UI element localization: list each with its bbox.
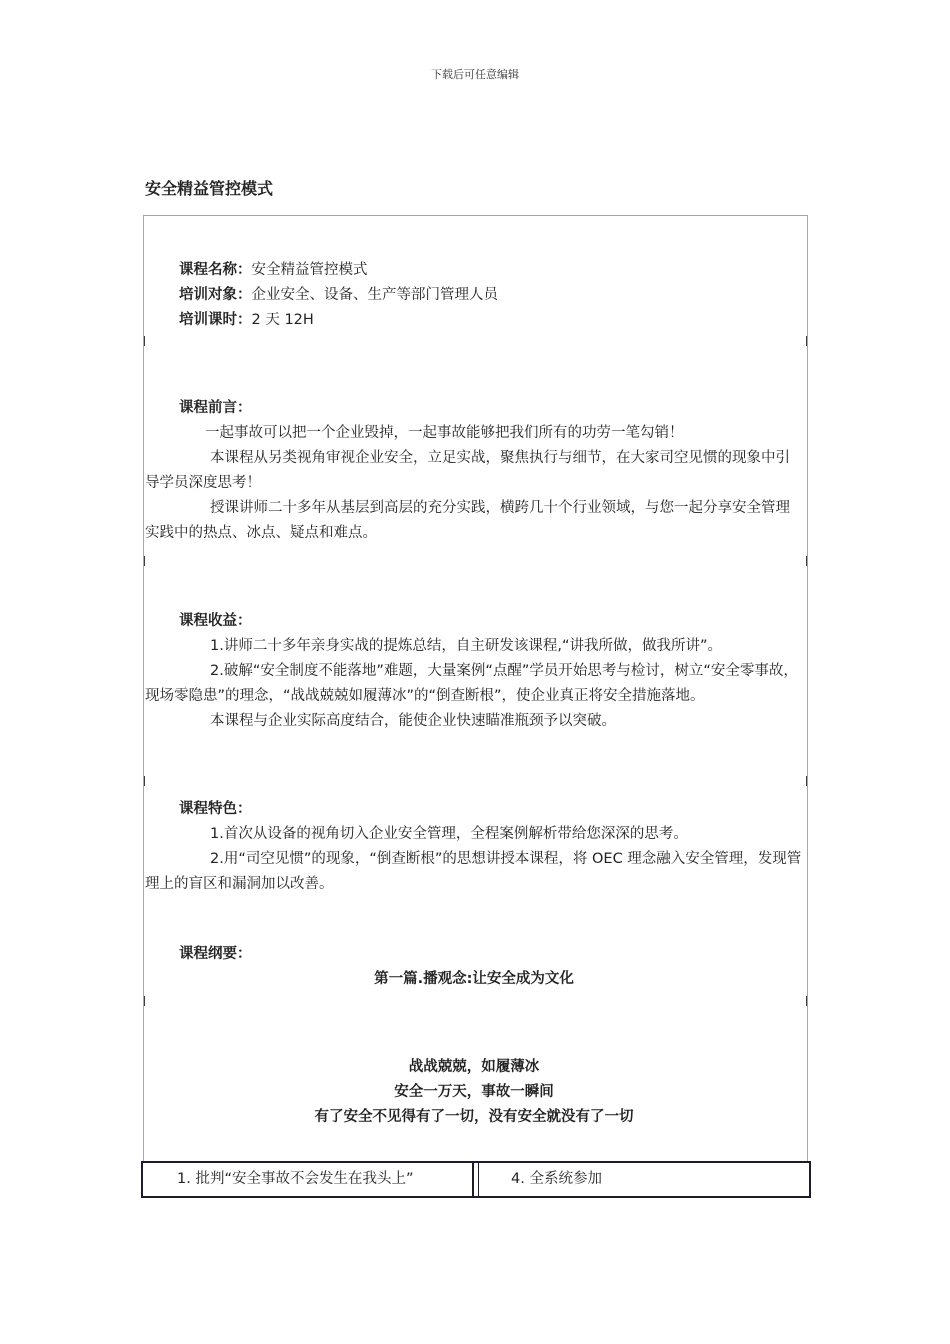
table-cell-right: 4. 全系统参加 bbox=[478, 1163, 809, 1196]
benefits-paragraph: 1.讲师二十多年亲身实战的提炼总结，自主研发该课程,“讲我所做，做我所讲”。 bbox=[210, 638, 722, 654]
slogan: 有了安全不见得有了一切，没有安全就没有了一切 bbox=[314, 1109, 634, 1125]
document-title: 安全精益管控模式 bbox=[145, 179, 274, 198]
preface-heading: 课程前言： bbox=[179, 400, 252, 416]
outline-table bbox=[141, 1161, 811, 1198]
download-note: 下载后可任意编辑 bbox=[431, 68, 519, 81]
outline-heading: 课程纲要： bbox=[179, 946, 252, 962]
audience-label: 培训对象： bbox=[179, 287, 252, 303]
margin-mark bbox=[806, 556, 807, 566]
benefits-paragraph: 本课程与企业实际高度结合，能使企业快速瞄准瓶颈予以突破。 bbox=[210, 713, 616, 729]
preface-paragraph: 一起事故可以把一个企业毁掉，一起事故能够把我们所有的功劳一笔勾销！ bbox=[205, 425, 684, 441]
hours-value: 2 天 12H bbox=[251, 312, 314, 328]
benefits-paragraph: 2.破解“安全制度不能落地”难题，大量案例“点醒”学员开始思考与检讨，树立“安全零事故，现场零隐患”的理念，“战战兢兢如履薄冰”的“倒查断根”，使企业真正将安全措施落地。 bbox=[145, 663, 798, 704]
hours-row bbox=[145, 308, 803, 333]
audience-row bbox=[145, 283, 803, 308]
course-name-label: 课程名称： bbox=[179, 262, 252, 278]
course-name-row bbox=[145, 258, 803, 283]
benefits-heading: 课程收益： bbox=[179, 613, 252, 629]
features-heading: 课程特色： bbox=[179, 801, 252, 817]
preface-paragraph: 授课讲师二十多年从基层到高层的充分实践，横跨几十个行业领域，与您一起分享安全管理实践中的热点、冰点、疑点和难点。 bbox=[145, 500, 790, 541]
course-content bbox=[145, 258, 803, 1130]
slogan: 安全一万天，事故一瞬间 bbox=[394, 1084, 554, 1100]
features-paragraph: 2.用“司空见惯”的现象，“倒查断根”的思想讲授本课程，将 OEC 理念融入安全管理，发现管理上的盲区和漏洞加以改善。 bbox=[145, 851, 802, 892]
part-title: 第一篇.播观念:让安全成为文化 bbox=[374, 971, 574, 987]
features-paragraph: 1.首次从设备的视角切入企业安全管理，全程案例解析带给您深深的思考。 bbox=[210, 826, 688, 842]
table-cell-left: 1. 批判“安全事故不会发生在我头上” bbox=[143, 1163, 474, 1196]
slogan: 战战兢兢，如履薄冰 bbox=[408, 1059, 540, 1075]
margin-mark bbox=[806, 776, 807, 786]
margin-mark bbox=[806, 996, 807, 1006]
hours-label: 培训课时： bbox=[179, 312, 252, 328]
preface-paragraph: 本课程从另类视角审视企业安全，立足实战，聚焦执行与细节，在大家司空见惯的现象中引导学员深度思考！ bbox=[145, 450, 790, 491]
audience-value: 企业安全、设备、生产等部门管理人员 bbox=[251, 287, 498, 303]
margin-mark bbox=[806, 336, 807, 346]
course-name-value: 安全精益管控模式 bbox=[251, 262, 368, 278]
